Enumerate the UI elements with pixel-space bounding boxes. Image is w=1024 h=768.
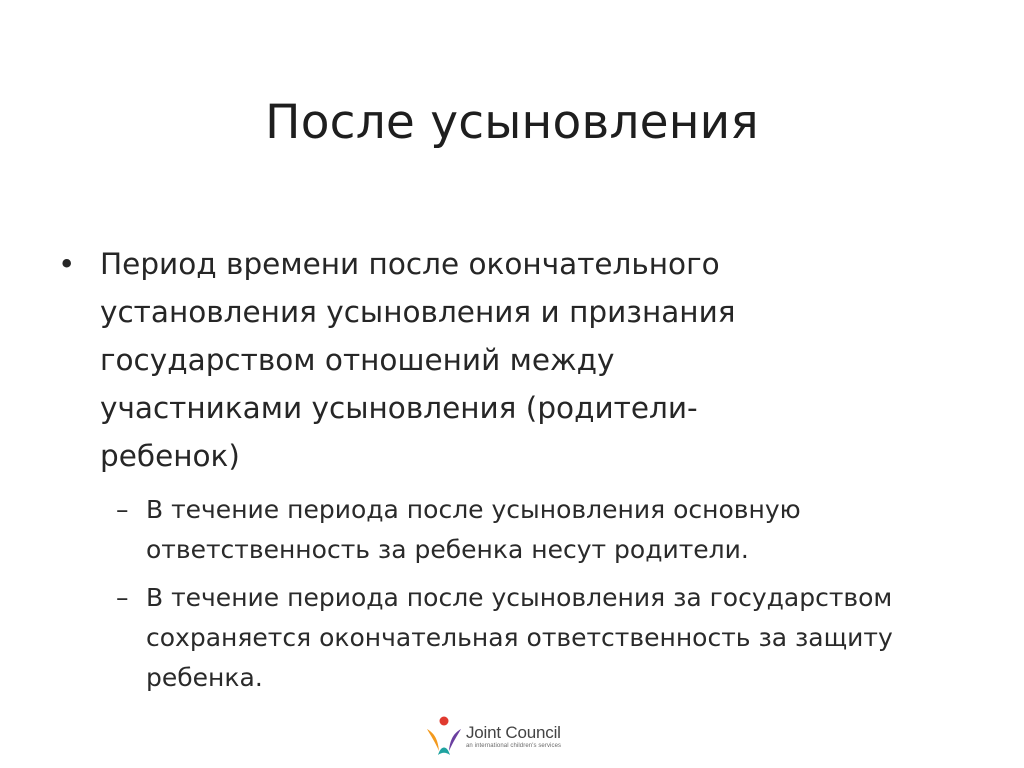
logo-tagline: an international children's services (466, 743, 562, 749)
bullet-item (58, 240, 978, 480)
joint-council-figure-icon (424, 715, 464, 759)
sub-bullet-item (116, 490, 978, 570)
slide-body (58, 240, 978, 706)
sub-bullet-marker: – (116, 583, 129, 612)
logo-name: Joint Council (466, 723, 561, 742)
logo-wordmark (466, 724, 561, 750)
bullet-marker: • (58, 247, 76, 281)
sub-bullet-marker: – (116, 495, 129, 524)
bullet-text: Период времени после окончательного установления усыновления и признания государством отношений между участниками усыновления (родители-ребенок) (100, 247, 736, 473)
sub-bullet-text: В течение периода после усыновления за государством сохраняется окончательная ответственность за защиту ребенка. (146, 583, 893, 692)
sub-bullet-item (116, 578, 978, 698)
sub-bullet-text: В течение периода после усыновления основную ответственность за ребенка несут родители. (146, 495, 801, 564)
joint-council-logo (424, 714, 594, 760)
sub-bullet-list (116, 490, 978, 698)
slide-title: После усыновления (265, 95, 759, 151)
